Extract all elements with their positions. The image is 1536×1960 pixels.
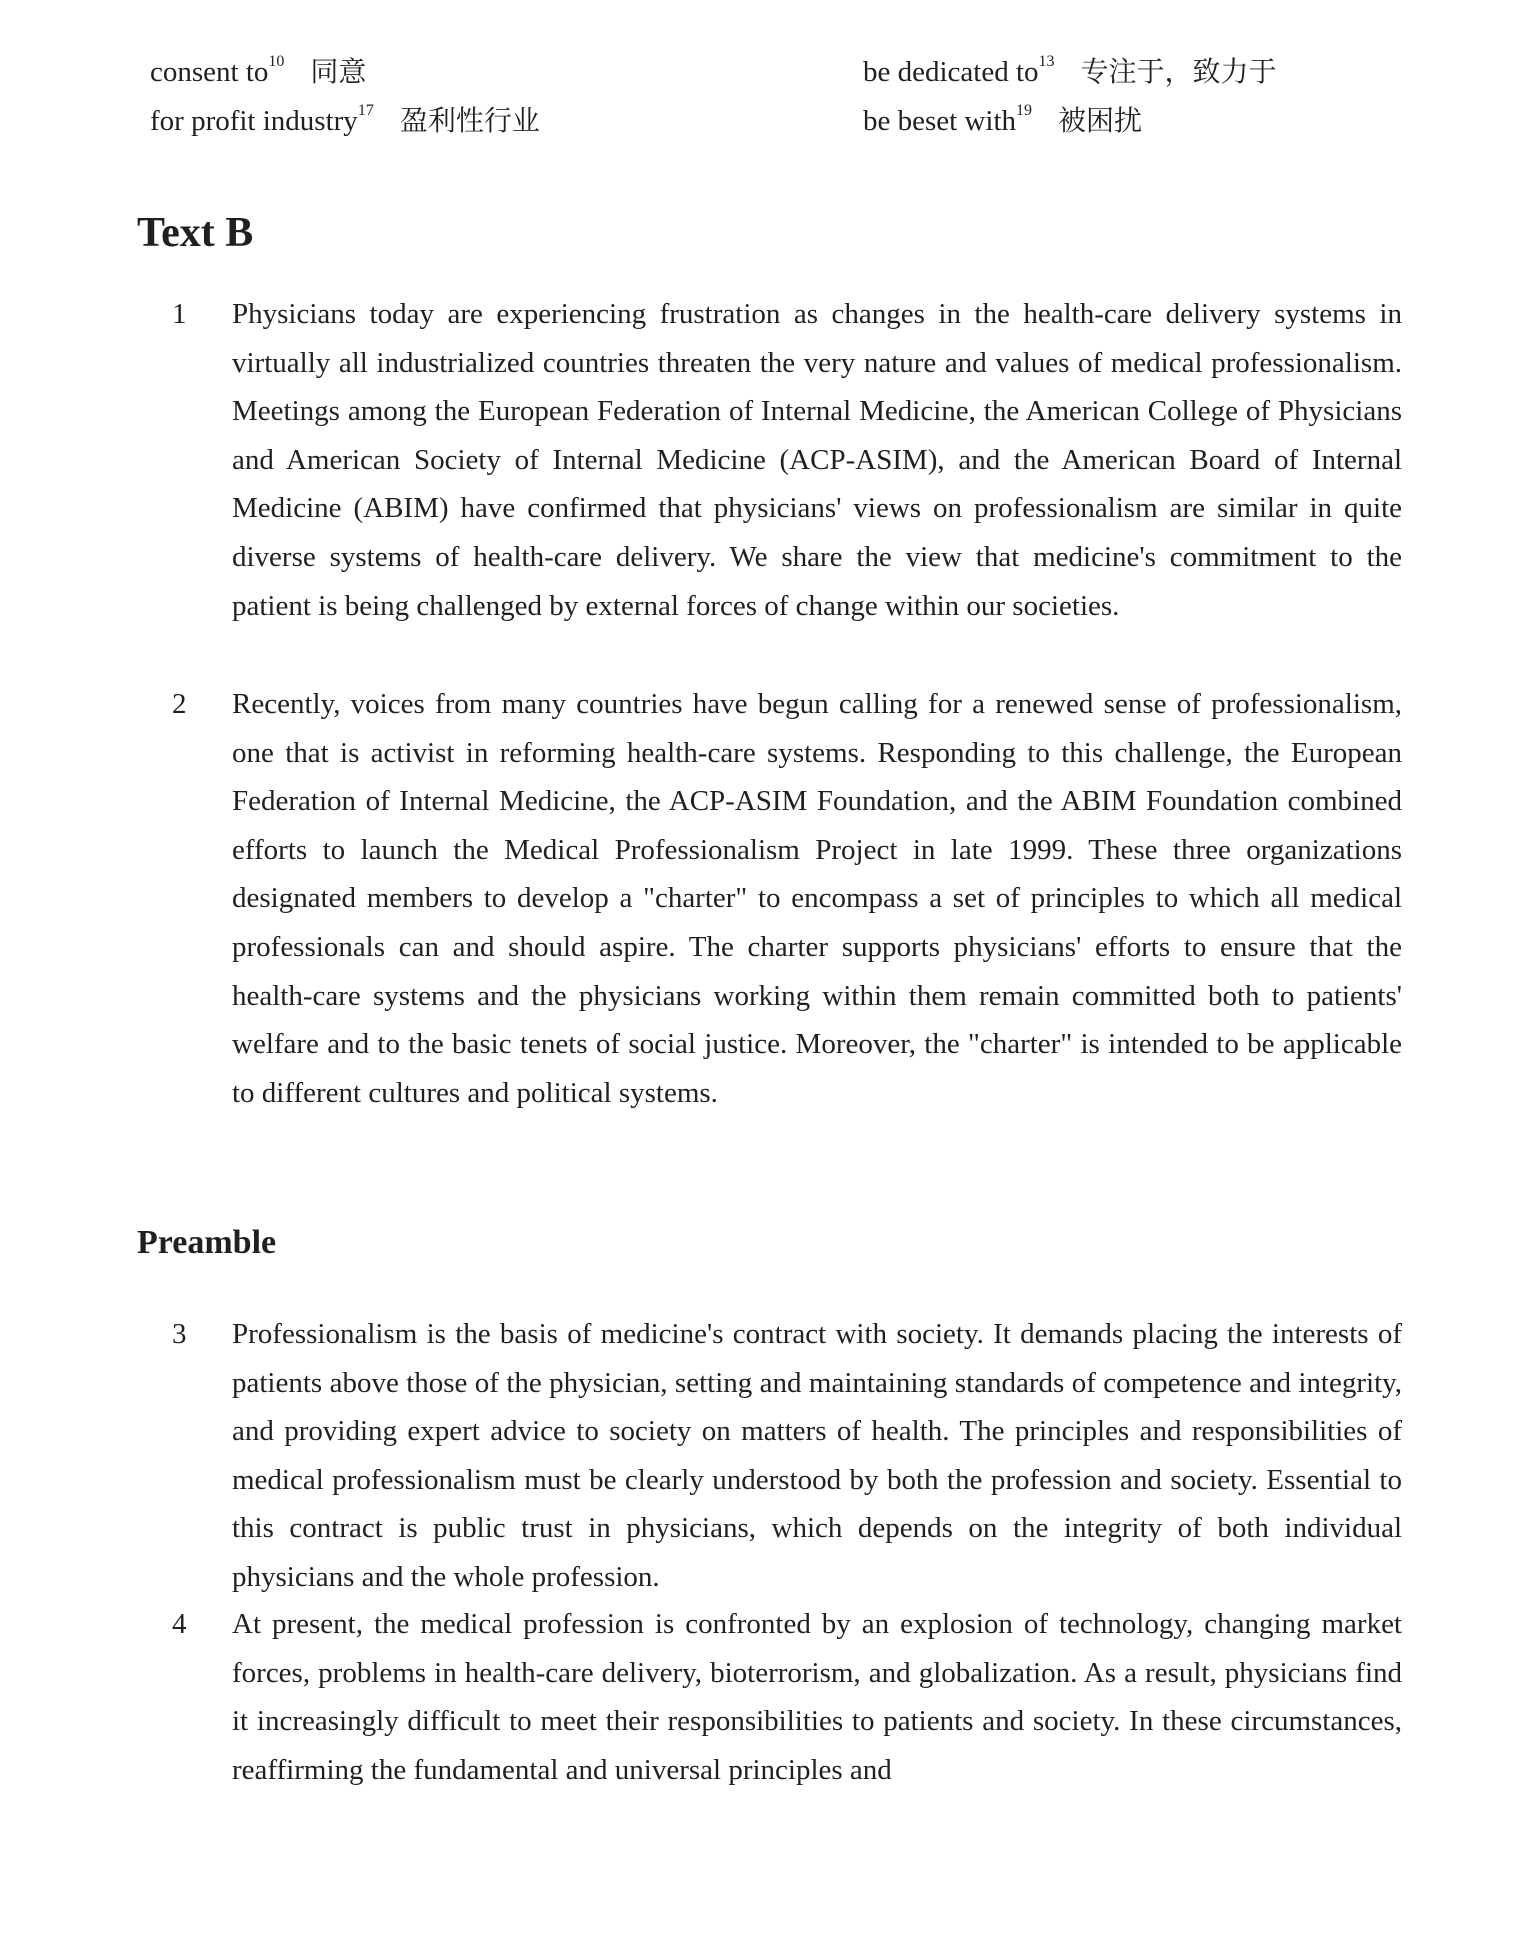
paragraph-text: Recently, voices from many countries have begun calling for a renewed sense of professionalism, one that is activist in reforming health-care systems. Responding to this challenge, the European Federation of Internal Medicine, the ACP-ASIM Foundation, and the ABIM Foundation combined efforts to launch the Medical Professionalism Project in late 1999. These three organizations designated members to develop a "charter" to encompass a set of principles to which all medical professionals can and should aspire. The charter supports physicians' efforts to ensure that the health-care systems and the physicians working within them remain committed both to patients' welfare and to the basic tenets of social justice. Moreover, the "charter" is intended to be applicable to different cultures and political systems. [232, 688, 1402, 1109]
section-heading-preamble: Preamble [137, 1224, 277, 1261]
footnote-number: 19 [1016, 102, 1033, 120]
vocabulary-term: be beset with [863, 105, 1017, 137]
footnote-number: 17 [357, 102, 374, 120]
vocabulary-term: be dedicated to [863, 56, 1039, 88]
vocabulary-row [150, 97, 1400, 145]
paragraph-number: 1 [172, 298, 187, 330]
footnote-number: 10 [268, 53, 285, 71]
paragraph-number: 3 [172, 1318, 187, 1350]
vocabulary-term: consent to [150, 56, 269, 88]
vocabulary-entry [863, 48, 1277, 96]
vocabulary-row [150, 48, 1400, 96]
paragraph-text: Physicians today are experiencing frustration as changes in the health-care delivery systems in virtually all industrialized countries threaten the very nature and values of medical professionalism. Meetings among the European Federation of Internal Medicine, the American College of Physicians and American Society of Internal Medicine (ACP-ASIM), and the American Board of Internal Medicine (ABIM) have confirmed that physicians' views on professionalism are similar in quite diverse systems of health-care delivery. We share the view that medicine's commitment to the patient is being challenged by external forces of change within our societies. [232, 298, 1402, 622]
section-heading-text-b: Text B [137, 210, 254, 256]
vocabulary-entry [863, 97, 1142, 145]
chinese-translation: 同意 [310, 55, 367, 88]
footnote-number: 13 [1038, 53, 1055, 71]
vocabulary-glossary [150, 48, 1400, 148]
paragraph-text: At present, the medical profession is confronted by an explosion of technology, changing market forces, problems in health-care delivery, bioterrorism, and globalization. As a result, physicians find it increasingly difficult to meet their responsibilities to patients and society. In these circumstances, reaffirming the fundamental and universal principles and [232, 1608, 1402, 1786]
vocabulary-term: for profit industry [150, 105, 358, 137]
vocabulary-entry [150, 97, 540, 145]
paragraph-number: 2 [172, 688, 187, 720]
chinese-translation: 盈利性行业 [399, 104, 540, 137]
chinese-translation: 专注于，致力于 [1080, 55, 1277, 88]
vocabulary-entry [150, 48, 366, 96]
chinese-translation: 被困扰 [1058, 104, 1143, 137]
paragraph-text: Professionalism is the basis of medicine's contract with society. It demands placing the interests of patients above those of the physician, setting and maintaining standards of competence and integrity, and providing expert advice to society on matters of health. The principles and responsibilities of medical professionalism must be clearly understood by both the profession and society. Essential to this contract is public trust in physicians, which depends on the integrity of both individual physicians and the whole profession. [232, 1318, 1402, 1593]
paragraph-number: 4 [172, 1608, 187, 1640]
